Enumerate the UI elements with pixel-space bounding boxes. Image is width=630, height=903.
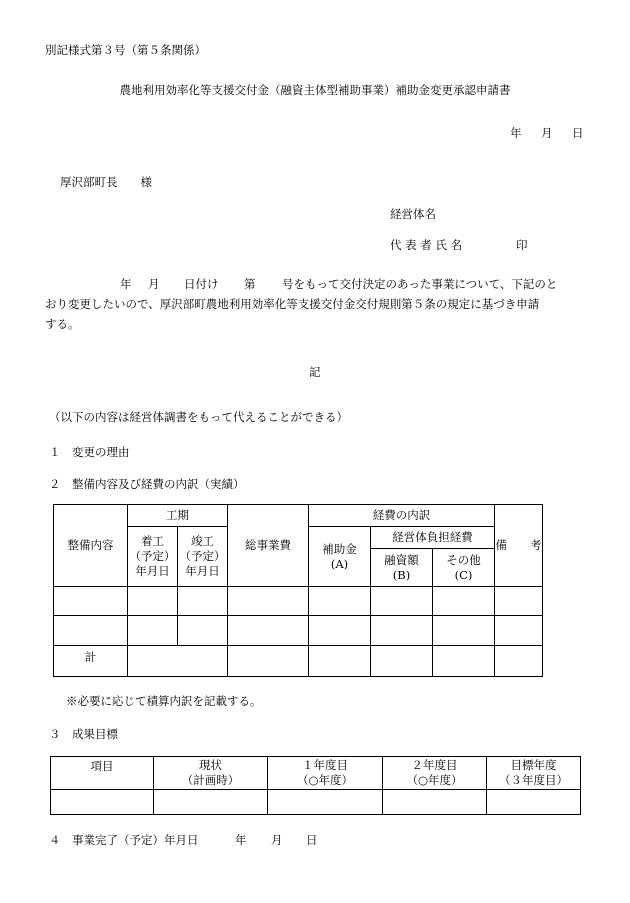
other-line2: (C) [454, 567, 473, 582]
chakou-line1: 着工 [141, 534, 164, 548]
table-cell[interactable] [178, 587, 228, 616]
table-row [51, 790, 581, 815]
shunkou-line1: 竣工 [191, 534, 214, 548]
section-1: １ 変更の理由 [49, 445, 130, 459]
seal-label: 印 [516, 238, 528, 252]
table-row [54, 616, 543, 646]
section4-day: 日 [306, 833, 318, 847]
loan-line1: 融資額 [384, 552, 419, 567]
table-cell[interactable] [51, 790, 154, 815]
header-remarks: 備 考 [495, 505, 543, 587]
header-breakdown: 経費の内訳 [309, 505, 495, 527]
table-cell[interactable] [228, 646, 309, 677]
header-loan [371, 549, 433, 587]
header-total-cost: 総事業費 [228, 505, 309, 587]
shunkou-line2: （予定） [179, 549, 226, 563]
document-title: 農地利用効率化等支援交付金（融資主体型補助事業）補助金変更承認申請書 [119, 83, 511, 97]
table-cell[interactable] [433, 587, 495, 616]
table-cell[interactable] [178, 616, 228, 646]
section-3: ３ 成果目標 [49, 727, 118, 741]
table-row [54, 587, 543, 616]
header-chakou [128, 527, 178, 587]
body-year: 年 [120, 277, 132, 291]
representative-label: 代 表 者 氏 名 [390, 238, 463, 252]
hojokin-line2: (A) [330, 556, 349, 571]
table-cell[interactable] [383, 790, 487, 815]
table-cell[interactable] [54, 587, 128, 616]
total-row [54, 646, 543, 677]
table-cell[interactable] [371, 646, 433, 677]
header-self-burden: 経営体負担経費 [371, 527, 495, 549]
section4-month: 月 [271, 833, 283, 847]
shunkou-line3: 年月日 [185, 564, 220, 578]
table-cell[interactable] [228, 587, 309, 616]
table-cell[interactable] [128, 646, 228, 677]
body-line2: おり変更したいので、厚沢部町農地利用効率化等支援交付金交付規則第５条の規定に基づき申請 [45, 297, 540, 311]
header-hojokin [309, 527, 371, 587]
table-cell[interactable] [495, 616, 543, 646]
target-table [50, 756, 581, 815]
target-line1: 目標年度 [510, 758, 557, 772]
form-id: 別記様式第３号（第５条関係） [45, 43, 206, 57]
addressee: 厚沢部町長 様 [60, 175, 152, 189]
table-cell[interactable] [268, 790, 383, 815]
year1-line2: （○年度） [296, 773, 354, 787]
target-line2: （３年度目） [499, 773, 568, 787]
table-cell[interactable] [309, 616, 371, 646]
header-current [154, 757, 268, 790]
header-shunkou [178, 527, 228, 587]
table-cell[interactable] [371, 587, 433, 616]
table-cell[interactable] [495, 646, 543, 677]
other-line1: その他 [446, 552, 481, 567]
chakou-line3: 年月日 [135, 564, 170, 578]
section4-year: 年 [235, 833, 247, 847]
header-kouki: 工期 [128, 505, 228, 527]
body-line3: する。 [45, 317, 80, 331]
header-seibi: 整備内容 [54, 505, 128, 587]
table-cell[interactable] [128, 616, 178, 646]
header-year1 [268, 757, 383, 790]
expense-table [53, 504, 543, 677]
header-target-year [487, 757, 581, 790]
body-month: 月 [148, 277, 160, 291]
ki-heading: 記 [309, 365, 321, 379]
table-cell[interactable] [309, 587, 371, 616]
table-cell[interactable] [309, 646, 371, 677]
body-line1: 号をもって交付決定のあった事業について、下記のと [282, 277, 558, 291]
current-line2: （計画時） [181, 773, 240, 787]
section-4: ４ 事業完了（予定）年月日 [49, 833, 199, 847]
table-cell[interactable] [433, 616, 495, 646]
header-other [433, 549, 495, 587]
hojokin-line1: 補助金 [322, 541, 357, 556]
table-cell[interactable] [228, 616, 309, 646]
table-cell[interactable] [54, 616, 128, 646]
total-label: 計 [54, 646, 128, 677]
body-dai: 第 [244, 277, 256, 291]
date-line: 年 月 日 [510, 126, 588, 140]
chakou-line2: （予定） [129, 549, 176, 563]
year2-line1: ２年度目 [411, 758, 458, 772]
loan-line2: (B) [392, 567, 411, 582]
note-substitute: （以下の内容は経営体調書をもって代えることができる） [49, 410, 348, 424]
table-cell[interactable] [495, 587, 543, 616]
year2-line2: （○年度） [406, 773, 463, 787]
table-cell[interactable] [154, 790, 268, 815]
table-cell[interactable] [371, 616, 433, 646]
year1-line1: １年度目 [302, 758, 348, 772]
header-year2 [383, 757, 487, 790]
current-line1: 現状 [199, 758, 222, 772]
table-cell[interactable] [487, 790, 581, 815]
body-day-ref: 日付け [184, 277, 219, 291]
table-cell[interactable] [128, 587, 178, 616]
section-2: ２ 整備内容及び経費の内訳（実績） [49, 477, 245, 491]
header-item: 項目 [51, 757, 154, 790]
table-cell[interactable] [433, 646, 495, 677]
note-breakdown: ※必要に応じて積算内訳を記載する。 [66, 694, 262, 708]
entity-name-label: 経営体名 [390, 207, 436, 221]
